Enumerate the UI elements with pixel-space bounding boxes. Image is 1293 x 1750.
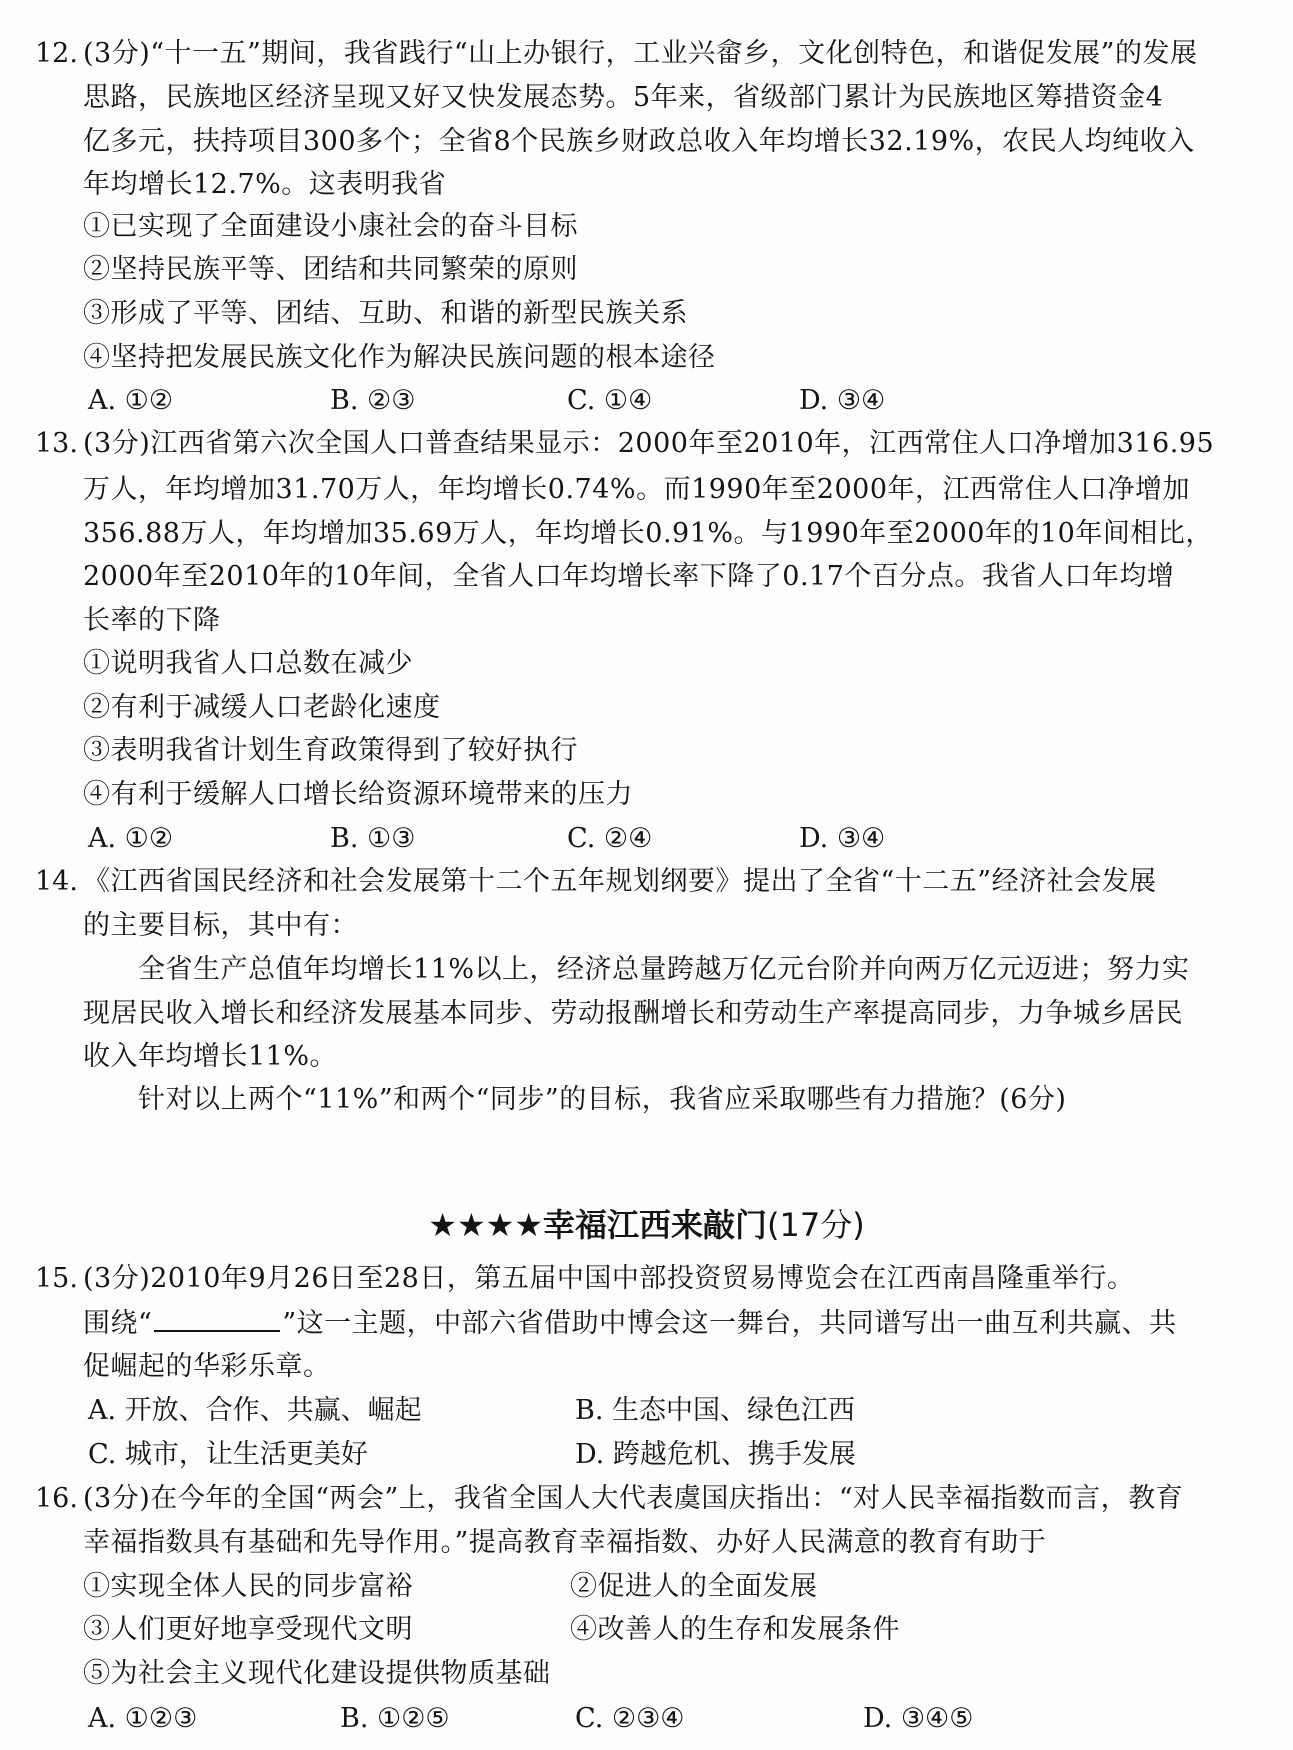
statement-item: ③人们更好地享受现代文明 [83, 1614, 413, 1645]
question-number: 13. [35, 428, 78, 459]
question-text-line: 年均增长12.7%。这表明我省 [83, 169, 447, 200]
question-text-line: 万人，年均增加31.70万人，年均增长0.74%。而1990年至2000年，江西常住人口净增加 [83, 474, 1190, 505]
statement-item: ④有利于缓解人口增长给资源环境带来的压力 [83, 779, 633, 810]
quoted-goal-text: 现居民收入增长和经济发展基本同步、劳动报酬增长和劳动生产率提高同步，力争城乡居民 [83, 998, 1183, 1029]
question-text-line: 2000年至2010年的10年间，全省人口年均增长率下降了0.17个百分点。我省人口年均增 [83, 561, 1175, 592]
question-prompt: 针对以上两个“11%”和两个“同步”的目标，我省应采取哪些有力措施？(6分) [138, 1084, 1067, 1115]
statement-item: ②坚持民族平等、团结和共同繁荣的原则 [83, 254, 578, 285]
question-text-line: (3分)江西省第六次全国人口普查结果显示：2000年至2010年，江西常住人口净增加316.95 [83, 428, 1215, 459]
statement-item: ①说明我省人口总数在减少 [83, 648, 413, 679]
question-text-line: 《江西省国民经济和社会发展第十二个五年规划纲要》提出了全省“十二五”经济社会发展 [83, 866, 1157, 897]
option-d: D. ③④⑤ [863, 1703, 974, 1734]
question-text-line: 幸福指数具有基础和先导作用。”提高教育幸福指数、办好人民满意的教育有助于 [83, 1527, 1047, 1558]
option-a: A. ①②③ [88, 1703, 198, 1734]
question-text-line: 促崛起的华彩乐章。 [83, 1351, 331, 1382]
quoted-goal-text: 收入年均增长11%。 [83, 1041, 338, 1072]
section-score: (17分) [767, 1206, 865, 1244]
statement-item: ④改善人的生存和发展条件 [570, 1614, 900, 1645]
option-d: D. ③④ [799, 385, 886, 416]
option-b: B. 生态中国、绿色江西 [575, 1395, 856, 1426]
option-c: C. ②④ [567, 823, 653, 854]
question-text-line: (3分)“十一五”期间，我省践行“山上办银行，工业兴畲乡，文化创特色，和谐促发展”的发展 [83, 38, 1198, 69]
question-text-line: 的主要目标，其中有： [83, 910, 358, 941]
question-text-line: 356.88万人，年均增加35.69万人，年均增长0.91%。与1990年至2000年的10年间相比， [83, 518, 1213, 549]
section-heading [0, 1205, 1293, 1245]
question-number: 14. [35, 866, 78, 897]
option-c: C. ②③④ [575, 1703, 685, 1734]
statement-item: ②促进人的全面发展 [570, 1571, 818, 1602]
option-c: C. 城市，让生活更美好 [88, 1439, 368, 1470]
statement-item: ②有利于减缓人口老龄化速度 [83, 692, 441, 723]
option-b: B. ②③ [330, 385, 416, 416]
option-d: D. 跨越危机、携手发展 [575, 1439, 856, 1470]
question-text-line: 思路，民族地区经济呈现又好又快发展态势。5年来，省级部门累计为民族地区筹措资金4 [83, 82, 1164, 113]
statement-item: ⑤为社会主义现代化建设提供物质基础 [83, 1658, 551, 1689]
option-b: B. ①③ [330, 823, 416, 854]
option-d: D. ③④ [799, 823, 886, 854]
statement-item: ①实现全体人民的同步富裕 [83, 1571, 413, 1602]
quoted-goal-text: 全省生产总值年均增长11%以上，经济总量跨越万亿元台阶并向两万亿元迈进；努力实 [138, 954, 1190, 985]
statement-item: ③形成了平等、团结、互助、和谐的新型民族关系 [83, 298, 688, 329]
text-after-blank: ”这一主题，中部六省借助中博会这一舞台，共同谱写出一曲互利共赢、共 [282, 1308, 1177, 1339]
section-title-text: 幸福江西来敲门 [543, 1206, 768, 1244]
option-b: B. ①②⑤ [340, 1703, 450, 1734]
question-text-line [83, 1306, 1177, 1341]
question-number: 12. [35, 38, 78, 69]
option-a: A. 开放、合作、共赢、崛起 [88, 1395, 422, 1426]
option-a: A. ①② [88, 385, 174, 416]
statement-item: ①已实现了全面建设小康社会的奋斗目标 [83, 211, 578, 242]
option-c: C. ①④ [567, 385, 653, 416]
question-number: 16. [35, 1483, 78, 1514]
question-text-line: (3分)在今年的全国“两会”上，我省全国人大代表虞国庆指出：“对人民幸福指数而言，教育 [83, 1483, 1184, 1514]
question-text-line: (3分)2010年9月26日至28日，第五届中国中部投资贸易博览会在江西南昌隆重举行。 [83, 1263, 1135, 1294]
quote-open: 围绕“ [83, 1308, 153, 1339]
option-a: A. ①② [88, 823, 174, 854]
question-text-line: 长率的下降 [83, 605, 221, 636]
question-text-line: 亿多元，扶持项目300多个；全省8个民族乡财政总收入年均增长32.19%，农民人均纯收入 [83, 126, 1195, 157]
statement-item: ④坚持把发展民族文化作为解决民族问题的根本途径 [83, 342, 716, 373]
statement-item: ③表明我省计划生育政策得到了较好执行 [83, 735, 578, 766]
fill-in-blank[interactable] [154, 1306, 280, 1332]
question-number: 15. [35, 1263, 78, 1294]
star-icons: ★★★★ [428, 1206, 544, 1244]
